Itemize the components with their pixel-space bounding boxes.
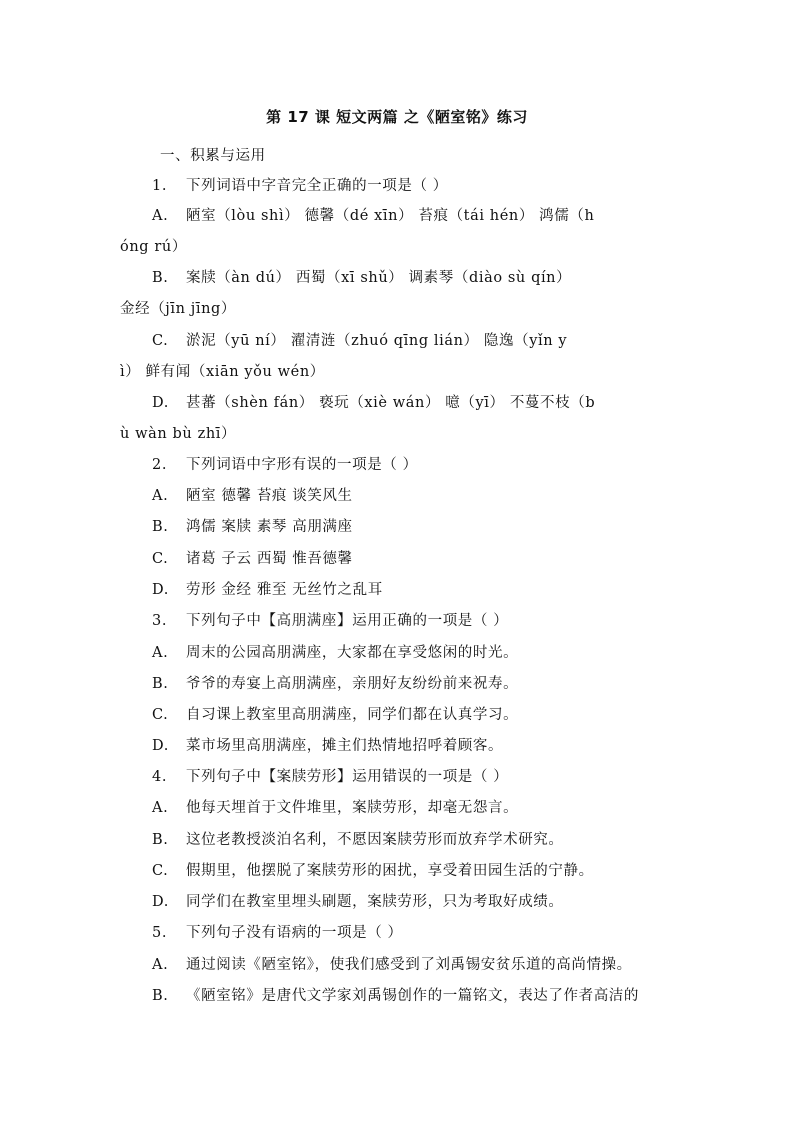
question-1: 1. 下列词语中字音完全正确的一项是（ ） bbox=[152, 178, 448, 194]
q4-option-b: B. 这位老教授淡泊名利，不愿因案牍劳形而放弃学术研究。 bbox=[152, 832, 564, 848]
q1-option-a: A. 陋室（lòu shì） 德馨（dé xīn） 苔痕（tái hén） 鸿儒（h bbox=[152, 208, 595, 224]
question-3: 3. 下列句子中【高朋满座】运用正确的一项是（ ） bbox=[152, 613, 509, 629]
q1-option-c-cont: ì） 鲜有闻（xiān yǒu wén） bbox=[120, 364, 325, 380]
q2-option-b: B. 鸿儒 案牍 素琴 高朋满座 bbox=[152, 519, 353, 535]
q3-option-a: A. 周末的公园高朋满座，大家都在享受悠闲的时光。 bbox=[152, 645, 519, 661]
q1-option-d-cont: ù wàn bù zhī） bbox=[120, 426, 237, 442]
q4-option-c: C. 假期里，他摆脱了案牍劳形的困扰，享受着田园生活的宁静。 bbox=[152, 863, 594, 879]
q2-option-c: C. 诸葛 子云 西蜀 惟吾德馨 bbox=[152, 551, 353, 567]
q1-option-b-cont: 金经（jīn jīng） bbox=[120, 301, 237, 317]
question-5: 5. 下列句子没有语病的一项是（ ） bbox=[152, 925, 403, 941]
question-2: 2. 下列词语中字形有误的一项是（ ） bbox=[152, 457, 418, 473]
q3-option-c: C. 自习课上教室里高朋满座，同学们都在认真学习。 bbox=[152, 707, 519, 723]
q1-option-b: B. 案牍（àn dú） 西蜀（xī shǔ） 调素琴（diào sù qín） bbox=[152, 270, 572, 286]
q5-option-a: A. 通过阅读《陋室铭》，使我们感受到了刘禹锡安贫乐道的高尚情操。 bbox=[152, 957, 632, 973]
q5-option-b: B. 《陋室铭》是唐代文学家刘禹锡创作的一篇铭文，表达了作者高洁的 bbox=[152, 988, 639, 1004]
section-heading: 一、积累与运用 bbox=[160, 148, 266, 164]
q3-option-b: B. 爷爷的寿宴上高朋满座，亲朋好友纷纷前来祝寿。 bbox=[152, 676, 519, 692]
q2-option-a: A. 陋室 德馨 苔痕 谈笑风生 bbox=[152, 488, 353, 504]
q1-option-d: D. 甚蕃（shèn fán） 亵玩（xiè wán） 噫（yī） 不蔓不枝（b bbox=[152, 395, 596, 411]
q1-option-a-cont: óng rú） bbox=[120, 239, 187, 255]
q4-option-d: D. 同学们在教室里埋头刷题，案牍劳形，只为考取好成绩。 bbox=[152, 894, 564, 910]
question-4: 4. 下列句子中【案牍劳形】运用错误的一项是（ ） bbox=[152, 769, 509, 785]
q4-option-a: A. 他每天埋首于文件堆里，案牍劳形，却毫无怨言。 bbox=[152, 800, 519, 816]
q1-option-c: C. 淤泥（yū ní） 濯清涟（zhuó qīng lián） 隐逸（yǐn y bbox=[152, 333, 568, 349]
q2-option-d: D. 劳形 金经 雅至 无丝竹之乱耳 bbox=[152, 582, 383, 598]
q3-option-d: D. 菜市场里高朋满座，摊主们热情地招呼着顾客。 bbox=[152, 738, 504, 754]
page-title: 第 17 课 短文两篇 之《陋室铭》练习 bbox=[266, 108, 528, 126]
